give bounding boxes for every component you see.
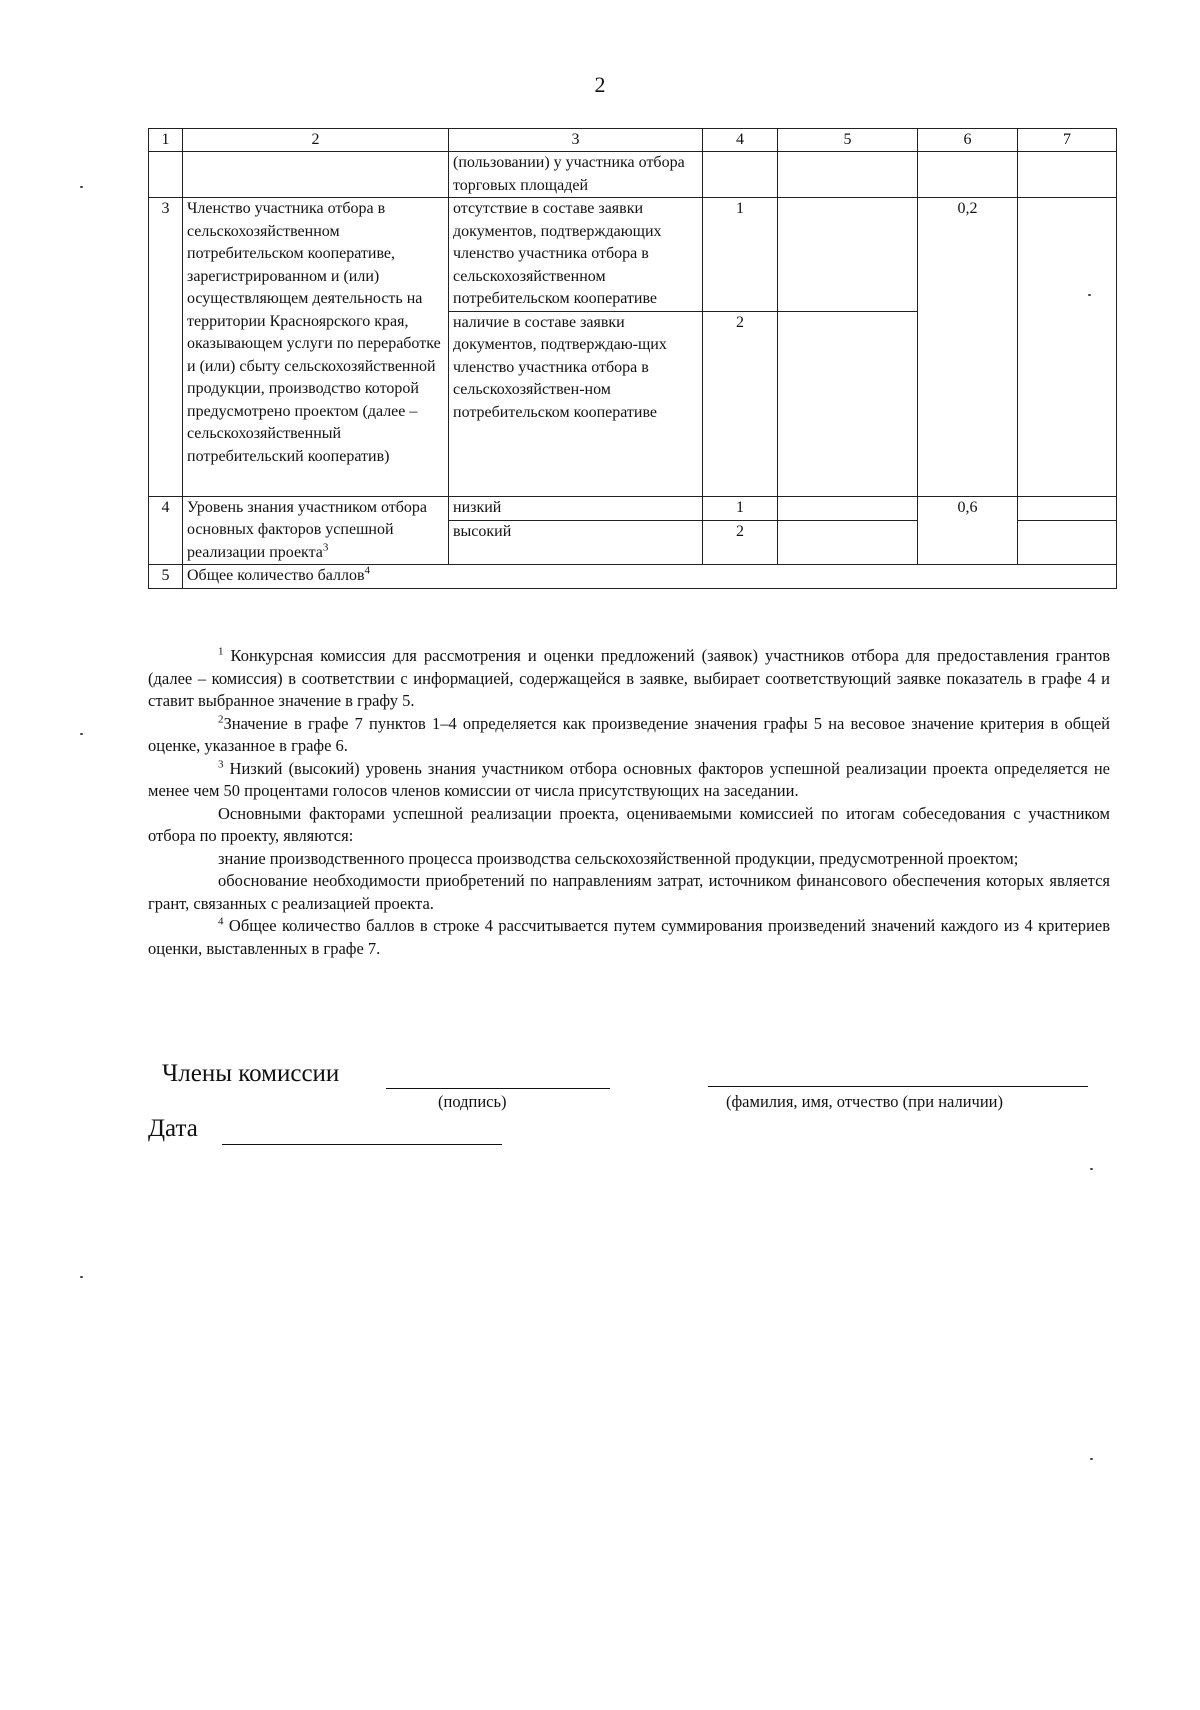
footnote-marker: 3: [218, 758, 224, 770]
header-cell: 7: [1018, 129, 1117, 152]
header-cell: 2: [183, 129, 449, 152]
score-value: 2: [703, 311, 778, 496]
header-cell: 4: [703, 129, 778, 152]
footnote-paragraph: [148, 803, 1110, 848]
criterion-text-body: Уровень знания участником отбора основных факторов успешной реализации проекта: [187, 498, 427, 561]
total-label-text: Общее количество баллов: [187, 567, 365, 584]
table-row: [149, 496, 1117, 521]
table-header-row: [149, 129, 1117, 152]
table-row: [149, 565, 1117, 589]
criterion-text: [183, 496, 449, 565]
scan-speck: [80, 733, 83, 735]
footnote: [148, 713, 1110, 758]
footnote-text: Основными факторами успешной реализации проекта, оцениваемыми комиссией по итогам собеседования с участником отбора по проекту, являются:: [148, 803, 1110, 845]
header-cell: 3: [449, 129, 703, 152]
header-cell: 5: [778, 129, 918, 152]
footnote-ref: 4: [364, 564, 371, 577]
footnote: [148, 645, 1110, 713]
criteria-table: [148, 128, 1117, 589]
name-caption: (фамилия, имя, отчество (при наличии): [726, 1092, 1004, 1111]
row-number: 3: [149, 198, 183, 497]
option-text: отсутствие в составе заявки документов, подтверждающих членство участника отбора в сельскохозяйственном потребительском кооперативе: [449, 198, 703, 312]
footnote-ref: 3: [322, 541, 329, 554]
option-text: низкий: [449, 496, 703, 521]
signature-caption: (подпись): [438, 1092, 507, 1111]
footnote-text: Общее количество баллов в строке 4 рассчитывается путем суммирования произведений значений каждого из 4 критериев оценки, выставленных в графе 7.: [148, 916, 1110, 958]
footnote-marker: 4: [218, 915, 224, 928]
scan-speck: [80, 186, 83, 188]
footnote-text: Конкурсная комиссия для рассмотрения и оценки предложений (заявок) участников отбора для предоставления грантов (далее – комиссия) в соответствии с информацией, содержащейся в заявке, выбирает соответствующий заявке показатель в графе 4 и ставит выбранное значение в графу 5.: [148, 646, 1110, 710]
option-text: высокий: [449, 521, 703, 565]
table-row: [149, 152, 1117, 198]
page-number: 2: [594, 72, 606, 97]
header-cell: 6: [918, 129, 1018, 152]
continued-option-text: (пользовании) у участника отбора торговых площадей: [449, 152, 703, 198]
scan-speck: [80, 1276, 83, 1278]
scan-speck: [1088, 294, 1091, 296]
footnote-text: знание производственного процесса производства сельскохозяйственной продукции, предусмотренной проектом;: [218, 848, 1019, 868]
scan-speck: [1090, 1458, 1093, 1460]
footnote-text: Значение в графе 7 пунктов 1–4 определяется как произведение значения графы 5 на весовое значение критерия в общей оценке, указанное в графе 6.: [148, 713, 1110, 755]
name-line: [708, 1066, 1088, 1087]
score-value: 2: [703, 521, 778, 565]
footnotes: [148, 645, 1110, 960]
weight-value: 0,6: [918, 496, 1018, 565]
criterion-text: Членство участника отбора в сельскохозяйственном потребительском кооперативе, зарегистрированном и (или) осуществляющем деятельность на территории Красноярского края, оказывающем услуги по переработке и (или) сбыту сельскохозяйственной продукции, производство которой предусмотрено проектом (далее – сельскохозяйственный потребительский кооператив): [183, 198, 449, 497]
row-number: 5: [149, 565, 183, 589]
footnote: [148, 915, 1110, 960]
row-number: 4: [149, 496, 183, 565]
date-line: [222, 1124, 502, 1145]
total-label: [183, 565, 1117, 589]
scan-speck: [1090, 1168, 1093, 1170]
footnote-marker: 1: [218, 645, 224, 658]
header-cell: 1: [149, 129, 183, 152]
members-label: Члены комиссии: [162, 1060, 340, 1087]
footnote-marker: 2: [218, 713, 224, 725]
weight-value: 0,2: [918, 198, 1018, 497]
option-text: наличие в составе заявки документов, подтверждаю-щих членство участника отбора в сельскохозяйствен-ном потребительском кооперативе: [449, 311, 703, 496]
table-row: [149, 198, 1117, 312]
score-value: 1: [703, 496, 778, 521]
footnote-text: обоснование необходимости приобретений по направлениям затрат, источником финансового обеспечения которых является грант, связанных с реализацией проекта.: [148, 871, 1110, 913]
score-value: 1: [703, 198, 778, 312]
footnote: [148, 758, 1110, 803]
footnote-paragraph: [148, 870, 1110, 915]
signature-line: [386, 1068, 610, 1089]
footnote-text: Низкий (высокий) уровень знания участником отбора основных факторов успешной реализации проекта определяется не менее чем 50 процентами голосов членов комиссии от числа присутствующих на заседании.: [148, 758, 1110, 800]
date-label: Дата: [148, 1115, 198, 1142]
footnote-paragraph: [148, 848, 1110, 871]
